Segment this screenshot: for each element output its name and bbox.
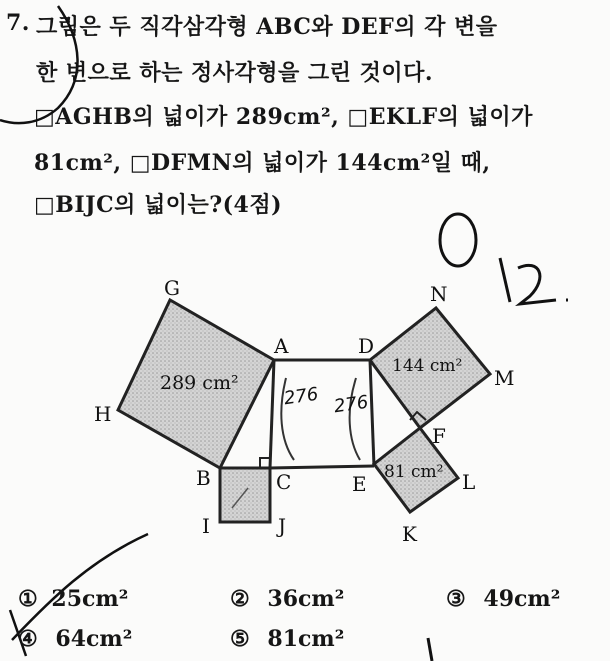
label-h: H	[94, 402, 112, 426]
label-f: F	[432, 424, 446, 448]
label-n: N	[430, 282, 448, 306]
choice-2[interactable]	[230, 586, 344, 612]
label-g: G	[164, 276, 180, 300]
choice-3[interactable]	[446, 586, 560, 612]
problem-line-4: 81cm², □DFMN의 넓이가 144cm²일 때,	[34, 150, 491, 176]
problem-line-1: 그림은 두 직각삼각형 ABC와 DEF의 각 변을	[36, 14, 498, 40]
choice-1[interactable]	[18, 586, 128, 612]
choice-5-text: 81cm²	[267, 626, 345, 652]
label-c: C	[276, 470, 292, 494]
label-b: B	[196, 466, 211, 490]
choice-5-mark: ⑤	[230, 626, 250, 652]
area-label-eklf: 81 cm²	[384, 462, 444, 482]
square-bijc	[220, 468, 270, 522]
label-k: K	[402, 522, 417, 546]
choice-4-mark: ④	[18, 626, 38, 652]
choice-3-mark: ③	[446, 586, 466, 612]
handwriting-bracket	[0, 6, 78, 123]
area-label-dfmn: 144 cm²	[392, 356, 463, 376]
segment-ac	[270, 360, 274, 468]
problem-line-5: □BIJC의 넓이는?(4점)	[34, 192, 283, 218]
segment-de	[370, 360, 374, 466]
choice-2-mark: ②	[230, 586, 250, 612]
label-l: L	[462, 470, 476, 494]
choice-3-text: 49cm²	[483, 586, 561, 612]
label-m: M	[494, 366, 515, 390]
label-i: I	[202, 514, 210, 538]
label-a: A	[274, 334, 289, 358]
choice-4-text: 64cm²	[55, 626, 133, 652]
handwriting-de-note: 276	[332, 391, 370, 418]
label-d: D	[358, 334, 375, 358]
area-label-agbh: 289 cm²	[160, 372, 239, 394]
choice-1-text: 25cm²	[51, 586, 129, 612]
choice-2-text: 36cm²	[267, 586, 345, 612]
segment-ce	[270, 466, 374, 468]
choice-5[interactable]	[230, 626, 344, 652]
handwriting-bracket-de	[350, 378, 360, 460]
handwriting-circle-o	[440, 214, 476, 266]
handwriting-ac-note: 276	[282, 383, 320, 410]
problem-line-3: □AGHB의 넓이가 289cm², □EKLF의 넓이가	[34, 104, 533, 130]
label-j: J	[278, 514, 287, 538]
handwriting-12	[500, 258, 568, 304]
handwriting-stroke	[428, 638, 432, 661]
problem-number: 7.	[6, 10, 30, 36]
label-e: E	[352, 472, 367, 496]
choice-4[interactable]	[18, 626, 132, 652]
problem-line-2: 한 변으로 하는 정사각형을 그린 것이다.	[36, 60, 433, 86]
choice-1-mark: ①	[18, 586, 38, 612]
